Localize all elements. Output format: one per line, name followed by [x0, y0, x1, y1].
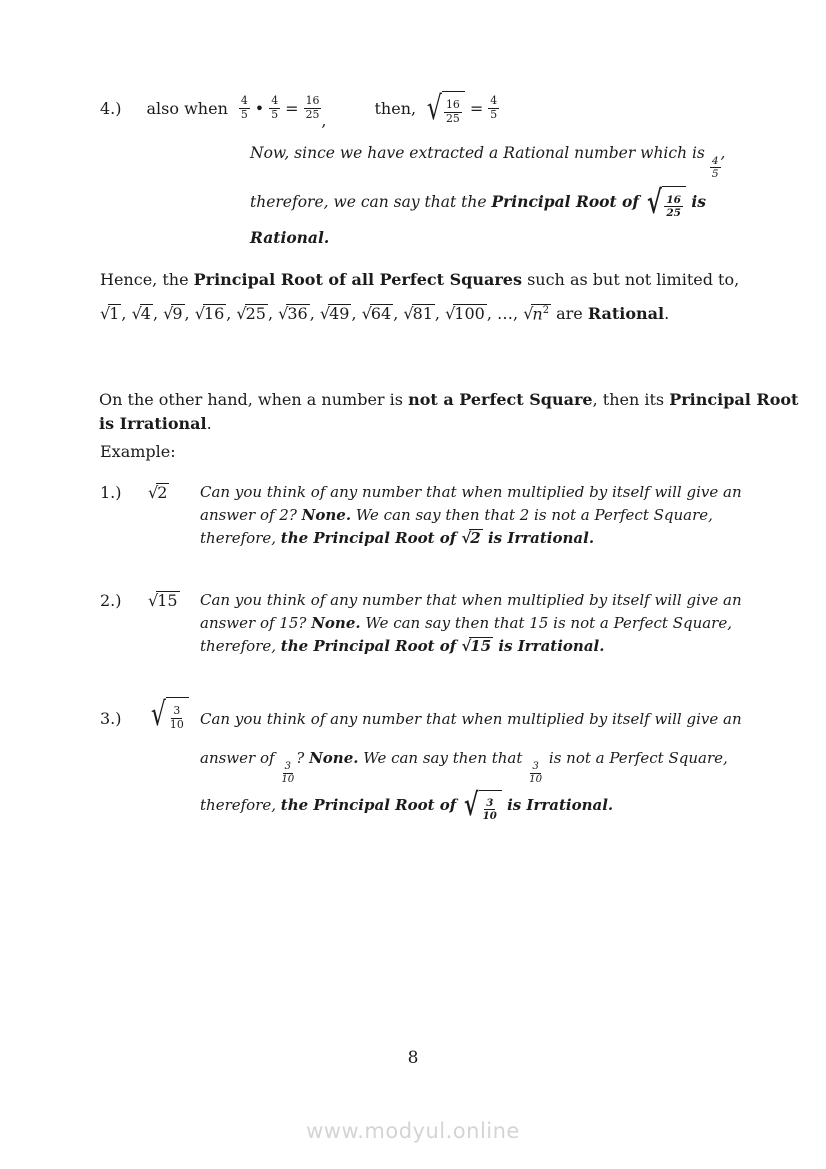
- text-segment: ?: [296, 749, 310, 767]
- bold-segment: [281, 637, 605, 655]
- sqrt-sign: √: [461, 529, 471, 547]
- then-text: then,: [374, 98, 417, 118]
- fraction-denominator: 25: [666, 207, 682, 220]
- text-segment: , then its: [592, 390, 670, 409]
- sqrt-sign: √: [403, 304, 413, 323]
- bold-segment: Principal Root: [669, 390, 799, 409]
- sqrt-sign: √: [148, 591, 158, 610]
- fraction-numerator: 16: [666, 193, 682, 206]
- text-segment: .: [206, 413, 212, 433]
- separator: ,: [351, 304, 362, 323]
- text-segment: therefore,: [200, 529, 281, 547]
- radical: [461, 787, 501, 824]
- sqrt-sign: √: [100, 304, 110, 323]
- radical: [461, 637, 493, 655]
- radicand: 4: [140, 304, 151, 323]
- fraction: [239, 95, 250, 122]
- text-line: [99, 388, 798, 412]
- fraction-numerator: 3: [173, 704, 181, 717]
- bold-segment: is Irrational: [99, 413, 207, 433]
- fraction: [304, 95, 322, 122]
- sqrt-sign: √: [236, 304, 246, 323]
- fraction-numerator: 4: [490, 93, 498, 107]
- bold-segment: [280, 787, 614, 824]
- text-segment: therefore,: [200, 795, 281, 814]
- radical: [403, 304, 435, 323]
- text-line: [200, 481, 780, 504]
- fraction: [488, 95, 499, 122]
- text-line: [250, 223, 730, 253]
- radical: [278, 304, 310, 323]
- radicand: 81: [412, 304, 433, 323]
- example-heading: Example:: [100, 442, 176, 461]
- bold-text: the Principal Root of: [280, 795, 462, 814]
- sqrt-sign: √: [427, 88, 443, 127]
- fraction-denominator: 5: [711, 168, 719, 181]
- separator: ,: [434, 304, 446, 323]
- text-segment: Can you think of any number that when multiplied by itself will give an: [200, 591, 742, 609]
- fraction-numerator: 4: [271, 93, 279, 107]
- sqrt-sign: √: [523, 304, 533, 323]
- radical: [445, 304, 487, 323]
- equals-sign: =: [285, 98, 299, 118]
- separator: ,: [152, 304, 164, 323]
- text-segment: are: [551, 304, 588, 323]
- radical: [362, 304, 394, 323]
- example-3: [100, 694, 780, 825]
- radicand: 64: [370, 304, 392, 323]
- text-line: [200, 504, 780, 527]
- sqrt-sign: √: [361, 304, 371, 323]
- radicand: 15: [157, 591, 178, 610]
- text-segment: .: [664, 304, 670, 323]
- example-1: [100, 481, 780, 550]
- bold-text: the Principal Root of: [280, 529, 462, 547]
- text-line: [200, 739, 780, 786]
- fraction-numerator: 4: [240, 93, 248, 107]
- fraction: [481, 797, 499, 822]
- text-line: [200, 612, 780, 635]
- text-segment: such as but not limited to,: [521, 270, 740, 289]
- fraction-denominator: 10: [281, 773, 295, 785]
- radicand: [662, 186, 686, 220]
- sqrt-sign: √: [461, 637, 471, 655]
- radicand: 2: [157, 483, 168, 502]
- text-line: [250, 181, 730, 223]
- bold-segment: Rational.: [250, 227, 330, 247]
- bold-text: is Irrational.: [493, 637, 605, 655]
- radicand: 15: [470, 637, 492, 655]
- text-segment: ,: [720, 144, 726, 162]
- radical: [424, 88, 465, 127]
- radical: [236, 304, 268, 323]
- separator: ,: [309, 304, 320, 323]
- bold-segment: [281, 529, 594, 547]
- radicand: 36: [287, 304, 308, 323]
- sqrt-sign: √: [131, 304, 141, 323]
- ellipsis: …,: [497, 304, 524, 323]
- text-line: [200, 786, 780, 825]
- radical: [644, 183, 686, 221]
- fraction: [168, 705, 186, 732]
- text-line: [100, 295, 739, 332]
- text-segment: therefore,: [200, 637, 281, 655]
- text-segment: is not a Perfect Square,: [544, 749, 728, 767]
- radicand: 2: [470, 529, 481, 547]
- text-segment: Hence, the: [100, 270, 194, 289]
- sqrt-sign: √: [319, 304, 330, 323]
- equals-sign: =: [469, 98, 484, 118]
- item-4-intro-text: also when: [146, 98, 228, 118]
- comma: ,: [321, 111, 327, 130]
- fraction: [710, 155, 721, 181]
- multiply-dot: •: [254, 98, 265, 118]
- fraction-denominator: 10: [169, 717, 184, 731]
- fraction-denominator: 25: [446, 111, 460, 125]
- bold-segment: [491, 183, 707, 221]
- text-line: [200, 589, 780, 612]
- sqrt-sign: √: [150, 694, 166, 733]
- radicand: 16: [203, 304, 225, 323]
- bold-text: Principal Root of: [491, 191, 645, 211]
- separator: ,: [486, 304, 498, 323]
- fraction-denominator: 10: [482, 809, 497, 822]
- separator: ,: [267, 304, 279, 323]
- text-segment: Can you think of any number that when multiplied by itself will give an: [200, 710, 742, 728]
- example-3-label: 3.): [100, 709, 122, 728]
- text-segment: answer of: [200, 749, 280, 767]
- text-segment: On the other hand, when a number is: [99, 390, 409, 409]
- text-segment: answer of 2?: [200, 506, 302, 524]
- example-1-label: 1.): [100, 483, 122, 502]
- fraction: [279, 761, 296, 786]
- bold-text: the Principal Root of: [280, 637, 462, 655]
- separator: ,: [184, 304, 195, 323]
- sqrt-sign: √: [278, 304, 288, 323]
- sqrt-sign: √: [163, 304, 173, 323]
- variable-n: n: [532, 304, 543, 323]
- fraction: [269, 95, 280, 122]
- radical: [148, 694, 189, 733]
- separator: ,: [226, 304, 237, 323]
- fraction-denominator: 5: [490, 107, 498, 121]
- bold-text: is Irrational.: [501, 795, 614, 814]
- text-segment: answer of 15?: [200, 614, 312, 632]
- watermark: www.modyul.online: [306, 1119, 520, 1143]
- text-segment: We can say then that 2 is not a Perfect Square,: [351, 506, 713, 524]
- text-segment: We can say then that 15 is not a Perfect Square,: [360, 614, 732, 632]
- bold-segment: None.: [309, 749, 359, 767]
- fraction-numerator: 4: [711, 154, 719, 167]
- fraction-denominator: 5: [271, 107, 279, 121]
- other-hand-paragraph: [99, 388, 798, 435]
- text-segment: Now, since we have extracted a Rational number which is: [250, 144, 710, 162]
- fraction-denominator: 10: [529, 773, 543, 785]
- sqrt-sign: √: [464, 787, 479, 824]
- sqrt-sign: √: [647, 183, 663, 221]
- radical: [461, 529, 482, 547]
- fraction-numerator: 3: [283, 761, 293, 774]
- radicand: 9: [172, 304, 183, 323]
- radical: [195, 304, 227, 323]
- bold-segment: None.: [301, 506, 352, 524]
- fraction-denominator: 25: [305, 107, 320, 121]
- radical: [163, 304, 184, 323]
- exponent: 2: [542, 304, 550, 316]
- text-line: [200, 700, 780, 739]
- bold-text: is: [686, 191, 707, 211]
- item-4-label: 4.): [100, 98, 122, 118]
- text-segment: therefore, we can say that the: [250, 192, 492, 211]
- text-line: [99, 412, 798, 436]
- sqrt-sign: √: [445, 304, 455, 323]
- example-3-text: [200, 700, 780, 825]
- radicand: 49: [329, 304, 350, 323]
- fraction: [527, 761, 544, 786]
- radicand: 100: [454, 304, 485, 323]
- radical: [132, 304, 153, 323]
- radical: [320, 304, 352, 323]
- text-line: [200, 635, 780, 658]
- sqrt-sign: √: [194, 304, 204, 323]
- radicand: 1: [109, 304, 120, 323]
- fraction: [664, 194, 683, 220]
- sqrt-sign: √: [148, 483, 158, 502]
- radical: [523, 304, 551, 323]
- radical: [148, 591, 180, 610]
- fraction-numerator: 16: [446, 97, 460, 111]
- page-number: 8: [407, 1048, 419, 1068]
- example-1-text: [200, 481, 780, 550]
- radical: [100, 304, 121, 323]
- fraction-numerator: 16: [305, 93, 320, 107]
- bold-segment: None.: [311, 614, 361, 632]
- fraction-numerator: 3: [486, 796, 494, 809]
- text-line: [200, 527, 780, 550]
- fraction-denominator: 5: [240, 107, 248, 121]
- radicand: [442, 91, 465, 126]
- item-4-row: [100, 86, 499, 130]
- radicand: [531, 304, 551, 323]
- radicand: [166, 697, 189, 732]
- bold-text: is Irrational.: [482, 529, 595, 547]
- example-2-text: [200, 589, 780, 658]
- text-segment: We can say then that: [358, 749, 528, 767]
- radicand: [479, 790, 502, 822]
- hence-paragraph: [100, 265, 739, 332]
- separator: ,: [121, 304, 132, 323]
- bold-segment: Rational: [587, 304, 665, 323]
- separator: ,: [393, 304, 404, 323]
- text-line: [250, 136, 730, 181]
- fraction-numerator: 3: [530, 761, 540, 774]
- item-4-note: [250, 136, 730, 253]
- text-line: [100, 265, 739, 295]
- radicand: 25: [245, 304, 266, 323]
- fraction: [444, 99, 462, 126]
- example-2-label: 2.): [100, 591, 122, 610]
- radical: [148, 483, 169, 502]
- text-segment: Can you think of any number that when multiplied by itself will give an: [200, 483, 742, 501]
- bold-segment: Principal Root of all Perfect Squares: [193, 270, 522, 289]
- example-2: [100, 589, 780, 658]
- bold-segment: not a Perfect Square: [408, 390, 593, 409]
